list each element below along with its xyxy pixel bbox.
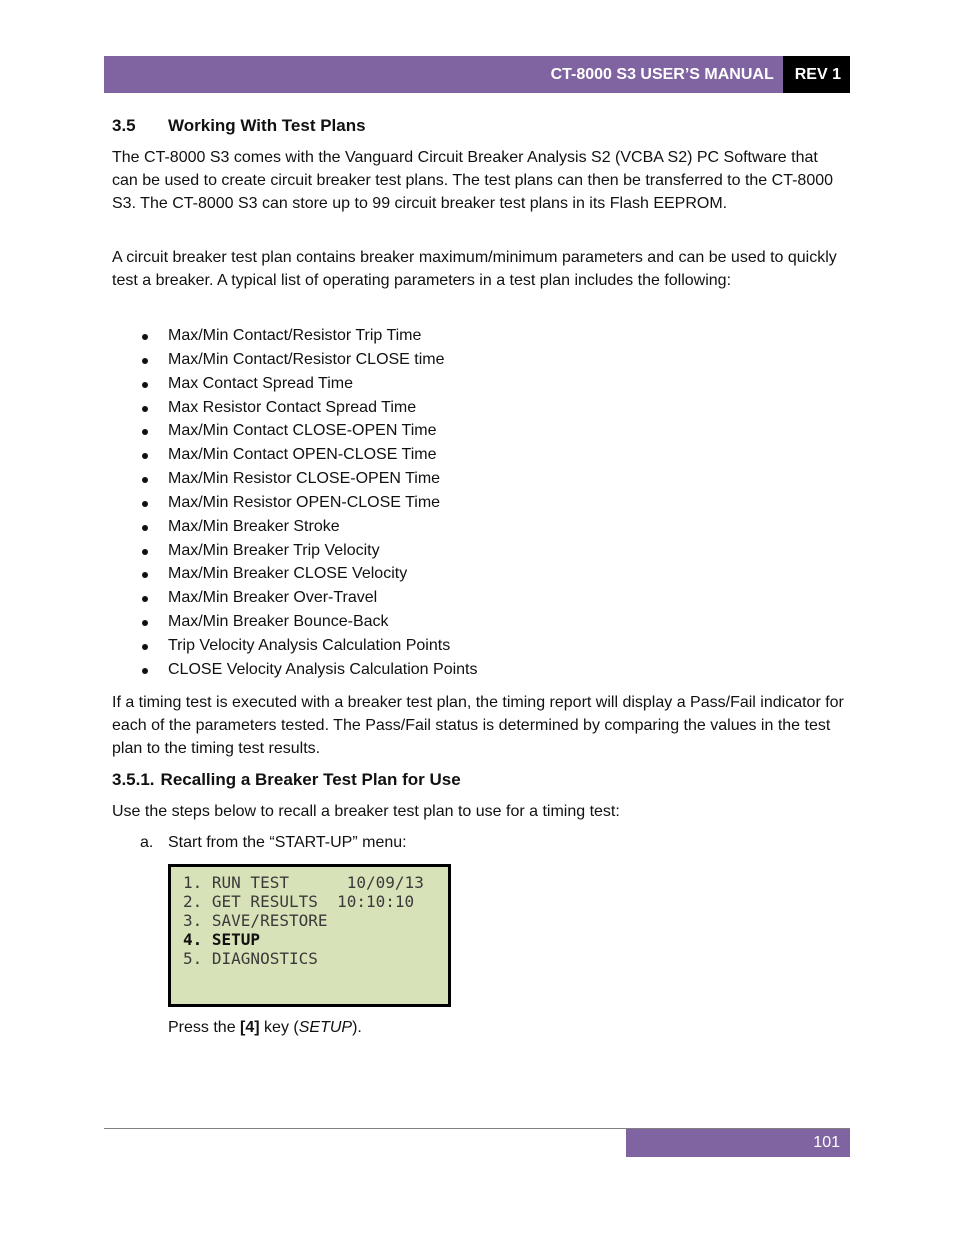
list-item: CLOSE Velocity Analysis Calculation Points [112, 658, 848, 682]
list-item: Max/Min Breaker Trip Velocity [112, 539, 848, 563]
page-number: 101 [813, 1134, 840, 1151]
bullet-icon [142, 620, 148, 626]
bullet-icon [142, 572, 148, 578]
bullet-icon [142, 525, 148, 531]
list-item: Max/Min Breaker Over-Travel [112, 586, 848, 610]
list-item: Max/Min Contact OPEN-CLOSE Time [112, 443, 848, 467]
bullet-icon [142, 382, 148, 388]
bullet-icon [142, 453, 148, 459]
bullet-icon [142, 644, 148, 650]
footer-bar [626, 1129, 850, 1157]
parameter-list [112, 324, 848, 682]
step-a [140, 831, 407, 854]
section-title: Working With Test Plans [168, 116, 366, 135]
list-item: Trip Velocity Analysis Calculation Points [112, 634, 848, 658]
list-item: Max/Min Contact CLOSE-OPEN Time [112, 419, 848, 443]
section-number: 3.5 [112, 116, 136, 135]
list-item: Max Contact Spread Time [112, 372, 848, 396]
manual-title: CT-8000 S3 USER’S MANUAL [550, 65, 774, 83]
bullet-icon [142, 596, 148, 602]
test-plan-paragraph: A circuit breaker test plan contains breaker maximum/minimum parameters and can be used to quickly test a breaker. A typical list of operating parameters in a test plan includes the following: [112, 249, 837, 289]
lcd-line-diagnostics: 5. DIAGNOSTICS [183, 949, 318, 968]
bullet-icon [142, 358, 148, 364]
lcd-line-run-test: 1. RUN TEST 10/09/13 [183, 873, 424, 892]
intro-paragraph: The CT-8000 S3 comes with the Vanguard Circuit Breaker Analysis S2 (VCBA S2) PC Software that can be used to create circuit breaker test plans. The test plans can then be transferred to the CT-8000 S3. The CT-8000 S3 can store up to 99 circuit breaker test plans in its Flash EEPROM. [112, 149, 834, 212]
list-item: Max/Min Breaker CLOSE Velocity [112, 562, 848, 586]
subsection-title: Recalling a Breaker Test Plan for Use [160, 770, 461, 789]
bullet-icon [142, 429, 148, 435]
list-item: Max/Min Breaker Bounce-Back [112, 610, 848, 634]
bullet-icon [142, 334, 148, 340]
lcd-screen [168, 864, 451, 1007]
revision-badge: REV 1 [783, 56, 850, 93]
list-item: Max/Min Contact/Resistor CLOSE time [112, 348, 848, 372]
bullet-icon [142, 406, 148, 412]
step-marker: a. [140, 834, 154, 851]
bullet-icon [142, 477, 148, 483]
header-bar [104, 56, 850, 93]
list-item: Max/Min Resistor OPEN-CLOSE Time [112, 491, 848, 515]
list-item: Max Resistor Contact Spread Time [112, 396, 848, 420]
list-item: Max/Min Breaker Stroke [112, 515, 848, 539]
step-text: Start from the “START-UP” menu: [168, 834, 407, 851]
list-item: Max/Min Resistor CLOSE-OPEN Time [112, 467, 848, 491]
subsection-heading [112, 770, 461, 790]
lcd-line-save-restore: 3. SAVE/RESTORE [183, 911, 328, 930]
bullet-icon [142, 668, 148, 674]
section-heading [112, 116, 366, 136]
subsection-intro: Use the steps below to recall a breaker test plan to use for a timing test: [112, 803, 620, 820]
lcd-line-get-results: 2. GET RESULTS 10:10:10 [183, 892, 415, 911]
bullet-icon [142, 501, 148, 507]
pass-fail-paragraph: If a timing test is executed with a breaker test plan, the timing report will display a Pass/Fail indicator for each of the parameters tested. The Pass/Fail status is determined by comparing the values in the test plan to the timing test results. [112, 694, 844, 757]
key-label: [4] [240, 1019, 260, 1036]
press-instruction: Press the [4] key (SETUP). [168, 1019, 362, 1036]
lcd-line-setup: 4. SETUP [183, 930, 261, 949]
key-name: SETUP [298, 1019, 353, 1036]
subsection-number: 3.5.1. [112, 770, 155, 789]
list-item: Max/Min Contact/Resistor Trip Time [112, 324, 848, 348]
bullet-icon [142, 549, 148, 555]
